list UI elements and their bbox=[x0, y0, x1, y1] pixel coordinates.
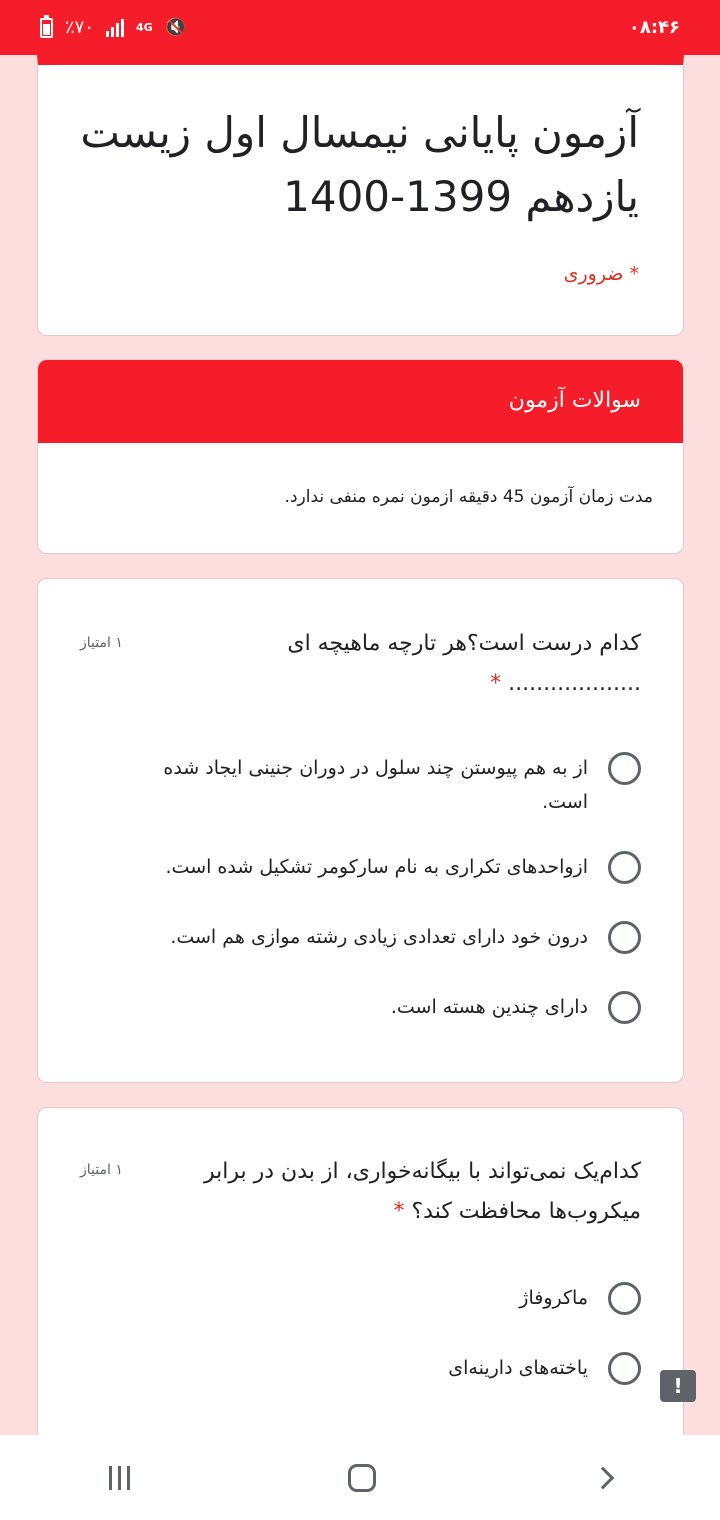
status-icons bbox=[40, 17, 187, 38]
status-bar bbox=[0, 0, 720, 55]
answer-option-2[interactable] bbox=[118, 1351, 641, 1385]
answer-option-2[interactable] bbox=[118, 850, 641, 884]
option-label: از به هم پیوستن چند سلول در دوران جنینی ایجاد شده است. bbox=[163, 757, 588, 813]
home-icon[interactable] bbox=[348, 1464, 376, 1492]
question-card-2 bbox=[37, 1107, 684, 1467]
radio-button[interactable] bbox=[608, 921, 641, 954]
recent-apps-icon[interactable] bbox=[109, 1466, 130, 1490]
form-title: آزمون پایانی نیمسال اول زیست یازدهم 1399-1400 bbox=[80, 108, 639, 221]
back-icon[interactable] bbox=[591, 1466, 614, 1489]
radio-button[interactable] bbox=[608, 851, 641, 884]
question-title: کدام‌یک نمی‌تواند با بیگانه‌خواری، از بدن در برابر میکروب‌ها محافظت کند؟ * bbox=[204, 1159, 641, 1224]
option-label: یاخته‌های دارینه‌ای bbox=[448, 1357, 588, 1379]
signal-icon bbox=[106, 19, 124, 37]
option-label: درون خود دارای تعدادی زیادی رشته موازی هم است. bbox=[170, 926, 588, 948]
question-points: ۱ امتیاز bbox=[80, 1162, 123, 1178]
radio-button[interactable] bbox=[608, 752, 641, 785]
radio-button[interactable] bbox=[608, 1352, 641, 1385]
battery-icon bbox=[40, 18, 53, 38]
form-title-card bbox=[37, 55, 684, 336]
required-star: * bbox=[490, 671, 502, 696]
question-points: ۱ امتیاز bbox=[80, 635, 123, 651]
section-card bbox=[37, 359, 684, 554]
option-label: ماکروفاژ bbox=[519, 1287, 588, 1309]
required-note: * ضروری bbox=[563, 263, 639, 285]
network-type: 4G bbox=[136, 20, 153, 34]
answer-option-4[interactable] bbox=[118, 990, 641, 1024]
radio-button[interactable] bbox=[608, 1282, 641, 1315]
question-card-1 bbox=[37, 578, 684, 1083]
option-label: دارای چندین هسته است. bbox=[390, 996, 588, 1018]
navigation-bar bbox=[0, 1435, 720, 1520]
feedback-icon[interactable]: ! bbox=[660, 1370, 696, 1402]
required-star: * bbox=[393, 1199, 405, 1224]
radio-button[interactable] bbox=[608, 991, 641, 1024]
clock: ۰۸:۴۶ bbox=[628, 17, 680, 38]
section-title: سوالات آزمون bbox=[38, 360, 683, 443]
mute-icon: 🔇 bbox=[164, 17, 188, 38]
answer-option-3[interactable] bbox=[118, 920, 641, 954]
question-title: کدام درست است؟هر تارچه ماهیچه ای ................... * bbox=[287, 631, 641, 696]
battery-percent: ٪۷۰ bbox=[65, 17, 95, 38]
answer-option-1[interactable] bbox=[118, 751, 641, 819]
section-description: مدت زمان آزمون 45 دقیقه ازمون نمره منفی ندارد. bbox=[284, 487, 653, 507]
answer-option-1[interactable] bbox=[118, 1281, 641, 1315]
option-label: ازواحدهای تکراری به نام سارکومر تشکیل شده است. bbox=[165, 856, 588, 878]
